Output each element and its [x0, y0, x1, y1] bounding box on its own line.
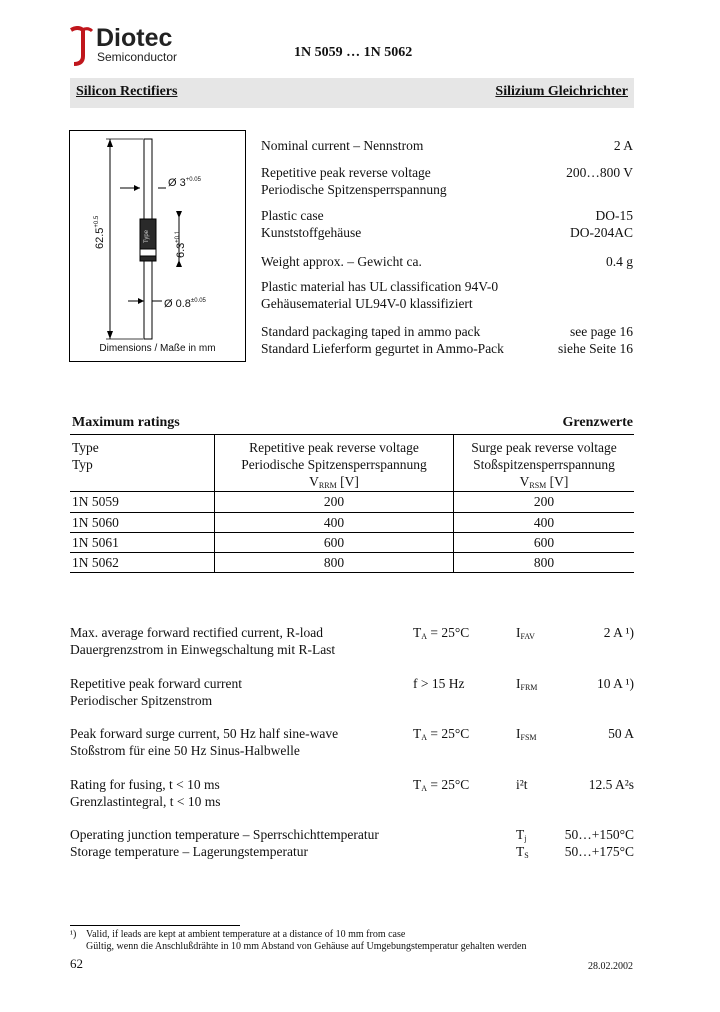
param-storage-temperature: Storage temperature – Lagerungstemperatur $T_S$ 50…+175°C — [70, 844, 634, 860]
body-type-label: Type — [144, 229, 150, 243]
footnote-rule — [70, 925, 240, 926]
diotec-logo-icon — [68, 26, 94, 66]
param-surge-current: Peak forward surge current, 50 Hz half sine-wave Stoßstrom für eine 50 Hz Sinus-Halbwelle $T_A = 25^\circ C$ $I_{FSM}$ 50 A — [70, 726, 634, 758]
table-top-rule — [70, 434, 634, 435]
brand-subtitle: Semiconductor — [97, 50, 178, 64]
spec-case: Plastic case Kunststoffgehäuse DO-15 DO-204AC — [261, 208, 633, 240]
drawing-caption: Dimensions / Maße in mm — [99, 343, 216, 354]
table-header-rule — [70, 491, 634, 492]
col-vrsm-header: Surge peak reverse voltage Stoßspitzensperrspannung $V_{RSM}$ [V] — [471, 440, 617, 490]
table-bottom-rule — [70, 572, 634, 573]
document-date: 28.02.2002 — [588, 961, 633, 972]
page-title: 1N 5059 … 1N 5062 — [294, 45, 413, 60]
param-fusing-rating: Rating for fusing, t < 10 ms Grenzlastintegral, t < 10 ms $T_A = 25^\circ C$ i²t 12.5 A²s — [70, 777, 634, 809]
spec-reverse-voltage: Repetitive peak reverse voltage Periodische Spitzensperrspannung 200…800 V — [261, 165, 633, 197]
page-number: 62 — [70, 956, 83, 971]
table-row-rule — [70, 532, 634, 533]
ratings-title: Maximum ratings — [72, 415, 180, 430]
col-type-header: Type Typ — [72, 440, 99, 472]
param-junction-temperature: Operating junction temperature – Sperrschichttemperatur $T_j$ 50…+150°C — [70, 827, 634, 843]
spec-packaging: Standard packaging taped in ammo pack Standard Lieferform gegurtet in Ammo-Pack see page 16 siehe Seite 16 — [261, 324, 633, 356]
ratings-title-de: Grenzwerte — [562, 415, 633, 430]
brand-logo — [68, 24, 198, 66]
dim-lead-diameter: Ø $0.8^{\pm 0.05}$ — [164, 298, 206, 310]
subtitle-de: Silizium Gleichrichter — [495, 84, 628, 99]
table-row-rule — [70, 512, 634, 513]
subtitle-bar — [70, 78, 634, 108]
param-average-forward-current: Max. average forward rectified current, R-load Dauergrenzstrom in Einwegschaltung mit R-Last $T_A = 25^\circ C$ $I_{FAV}$ 2 A ¹) — [70, 625, 634, 657]
param-repetitive-peak-forward-current: Repetitive peak forward current Periodischer Spitzenstrom f > 15 Hz $I_{FRM}$ 10 A ¹) — [70, 676, 634, 708]
table-row-rule — [70, 552, 634, 553]
dimension-drawing — [69, 130, 246, 362]
spec-weight: Weight approx. – Gewicht ca. 0.4 g — [261, 254, 633, 269]
dim-body-length: $6.3^{\pm 0.1}$ — [175, 231, 187, 258]
spec-nominal-current: Nominal current – Nennstrom 2 A — [261, 138, 633, 153]
footnote: ¹) Valid, if leads are kept at ambient temperature at a distance of 10 mm from case Gültig, wenn die Anschlußdrähte in 10 mm Abstand von Gehäuse auf Umgebungstemperatur gehalten werden — [70, 929, 527, 952]
dim-body-diameter: Ø $3^{+0.05}$ — [168, 177, 201, 189]
spec-ul-class: Plastic material has UL classification 94V-0 Gehäusematerial UL94V-0 klassifiziert — [261, 279, 499, 311]
col-vrrm-header: Repetitive peak reverse voltage Periodische Spitzensperrspannung $V_{RRM}$ [V] — [241, 440, 427, 490]
subtitle-en: Silicon Rectifiers — [76, 84, 178, 99]
brand-name: Diotec — [96, 24, 173, 52]
dim-total-length: $62.5^{+0.5}$ — [94, 215, 106, 249]
